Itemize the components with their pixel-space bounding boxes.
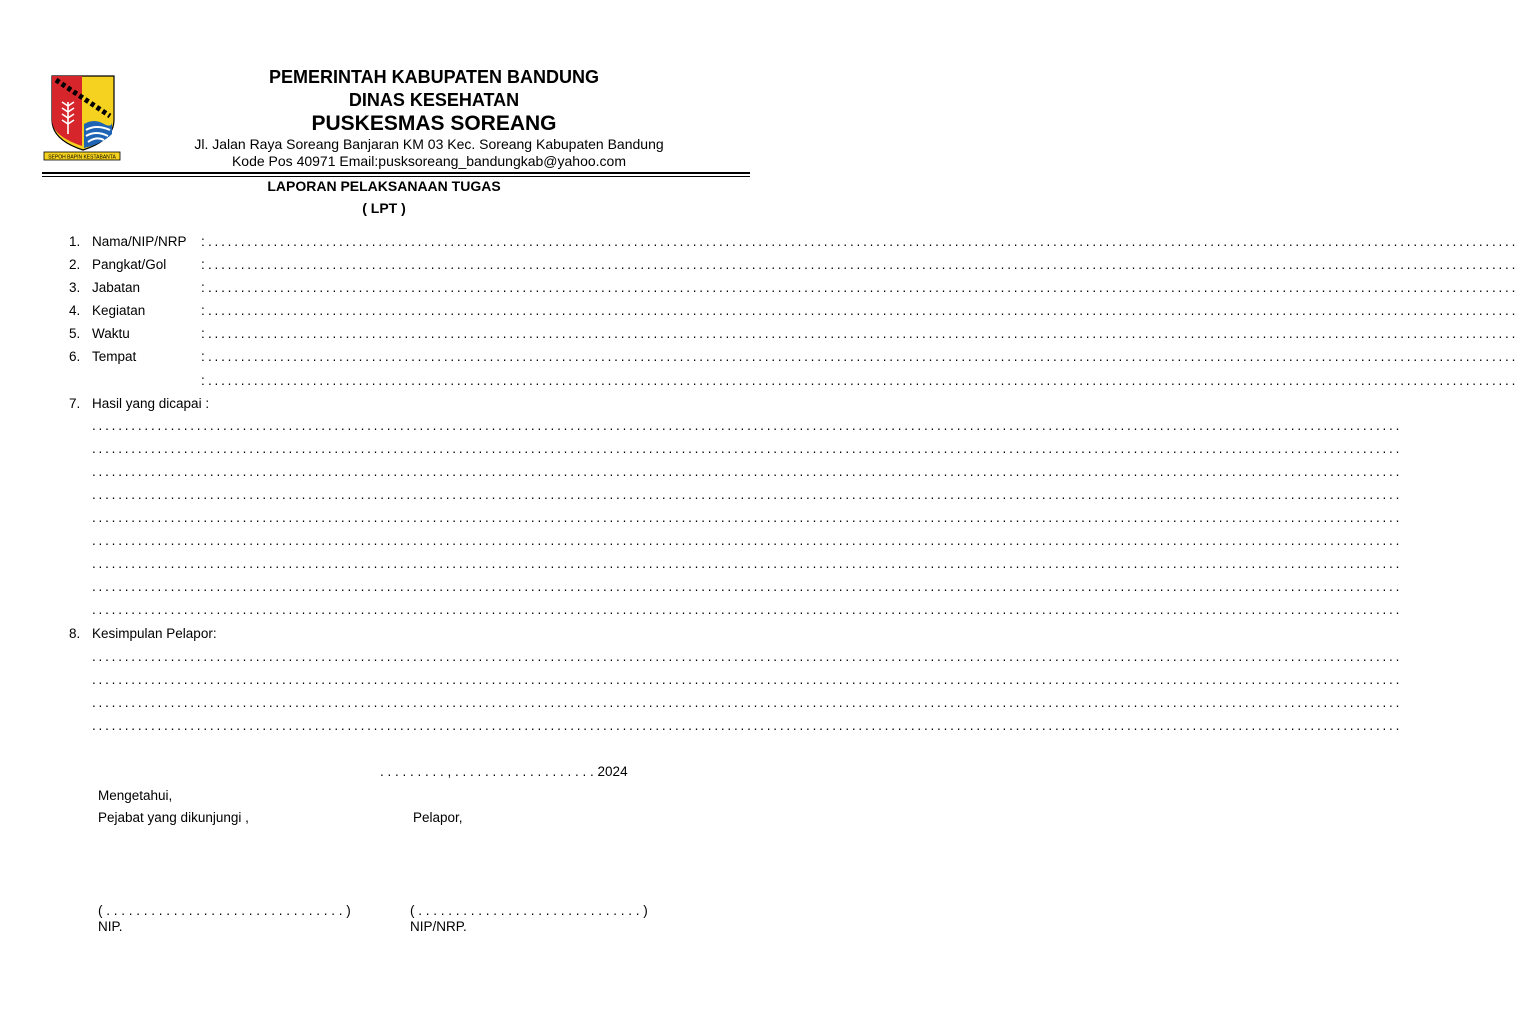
pelapor-name-field[interactable]: ( . . . . . . . . . . . . . . . . . . . . . . . . . . . . . . ) bbox=[410, 903, 648, 918]
field-number: 4. bbox=[69, 303, 81, 318]
kesimpulan-dot-line[interactable]: ........................................................................................................................................................................................................ bbox=[92, 672, 1403, 687]
date-line[interactable]: . . . . . . . . . , . . . . . . . . . . . . . . . . . . . 2024 bbox=[380, 764, 628, 779]
kesimpulan-label: Kesimpulan Pelapor: bbox=[92, 626, 217, 641]
field-dots[interactable]: ........................................................................................................................................................................................................ bbox=[208, 257, 1518, 272]
header-rule-thin bbox=[42, 176, 750, 177]
field-label: Jabatan bbox=[92, 280, 141, 295]
field-colon: : bbox=[201, 303, 205, 318]
hasil-dot-line[interactable]: ........................................................................................................................................................................................................ bbox=[92, 602, 1403, 617]
hasil-dot-line[interactable]: ........................................................................................................................................................................................................ bbox=[92, 579, 1403, 594]
field-dots[interactable]: ........................................................................................................................................................................................................ bbox=[208, 349, 1518, 364]
hasil-dot-line[interactable]: ........................................................................................................................................................................................................ bbox=[92, 487, 1403, 502]
header-department: DINAS KESEHATAN bbox=[348, 90, 520, 110]
field-label: Tempat bbox=[92, 349, 137, 364]
field-label: Kegiatan bbox=[92, 303, 146, 318]
field-number: 1. bbox=[69, 234, 81, 249]
header-rule-thick bbox=[42, 172, 750, 174]
form-subtitle: ( LPT ) bbox=[362, 200, 406, 216]
field-colon: : bbox=[201, 257, 205, 272]
hasil-dot-line[interactable]: ........................................................................................................................................................................................................ bbox=[92, 556, 1403, 571]
hasil-dot-line[interactable]: ........................................................................................................................................................................................................ bbox=[92, 510, 1403, 525]
field-dots[interactable]: ........................................................................................................................................................................................................ bbox=[208, 303, 1518, 318]
header-address: Jl. Jalan Raya Soreang Banjaran KM 03 Kec. Soreang Kabupaten Bandung bbox=[194, 136, 664, 152]
form-title: LAPORAN PELAKSANAAN TUGAS bbox=[267, 178, 501, 194]
svg-text:SEPOH BAPIN KESTABANTA: SEPOH BAPIN KESTABANTA bbox=[48, 154, 116, 161]
field-label: Waktu bbox=[92, 326, 130, 341]
field-colon: : bbox=[201, 349, 205, 364]
field-label: Pangkat/Gol bbox=[92, 257, 167, 272]
pejabat-name-field[interactable]: ( . . . . . . . . . . . . . . . . . . . . . . . . . . . . . . . . ) bbox=[98, 903, 351, 918]
hasil-dot-line[interactable]: ........................................................................................................................................................................................................ bbox=[92, 418, 1403, 433]
field-colon: : bbox=[201, 280, 205, 295]
field-dots[interactable]: ........................................................................................................................................................................................................ bbox=[208, 280, 1518, 295]
field-colon: : bbox=[201, 234, 205, 249]
field-colon: : bbox=[201, 326, 205, 341]
header-puskesmas: PUSKESMAS SOREANG bbox=[311, 112, 557, 135]
field-number: 3. bbox=[69, 280, 81, 295]
pejabat-nip-label: NIP. bbox=[98, 919, 123, 934]
hasil-dot-line[interactable]: ........................................................................................................................................................................................................ bbox=[92, 441, 1403, 456]
pelapor-nip-label: NIP/NRP. bbox=[410, 919, 467, 934]
kesimpulan-dot-line[interactable]: ........................................................................................................................................................................................................ bbox=[92, 649, 1403, 664]
field-label: Nama/NIP/NRP bbox=[92, 234, 187, 249]
field-number: 6. bbox=[69, 349, 81, 364]
hasil-dot-line[interactable]: ........................................................................................................................................................................................................ bbox=[92, 533, 1403, 548]
header-contact: Kode Pos 40971 Email:pusksoreang_bandungkab@yahoo.com bbox=[231, 153, 627, 169]
field-dots[interactable]: ........................................................................................................................................................................................................ bbox=[208, 326, 1518, 341]
tempat-extra-colon: : bbox=[201, 373, 205, 388]
pelapor-label: Pelapor, bbox=[413, 810, 463, 825]
mengetahui-label: Mengetahui, bbox=[98, 788, 173, 803]
kesimpulan-number: 8. bbox=[69, 626, 81, 641]
hasil-dot-line[interactable]: ........................................................................................................................................................................................................ bbox=[92, 464, 1403, 479]
kesimpulan-dot-line[interactable]: ........................................................................................................................................................................................................ bbox=[92, 718, 1403, 733]
hasil-number: 7. bbox=[69, 396, 81, 411]
hasil-label: Hasil yang dicapai : bbox=[92, 396, 210, 411]
kesimpulan-dot-line[interactable]: ........................................................................................................................................................................................................ bbox=[92, 695, 1403, 710]
field-dots[interactable]: ........................................................................................................................................................................................................ bbox=[208, 234, 1518, 249]
field-number: 2. bbox=[69, 257, 81, 272]
tempat-extra-dots[interactable]: ........................................................................................................................................................................................................ bbox=[208, 373, 1518, 388]
header-government: PEMERINTAH KABUPATEN BANDUNG bbox=[269, 67, 599, 87]
field-number: 5. bbox=[69, 326, 81, 341]
pejabat-label: Pejabat yang dikunjungi , bbox=[98, 810, 249, 825]
